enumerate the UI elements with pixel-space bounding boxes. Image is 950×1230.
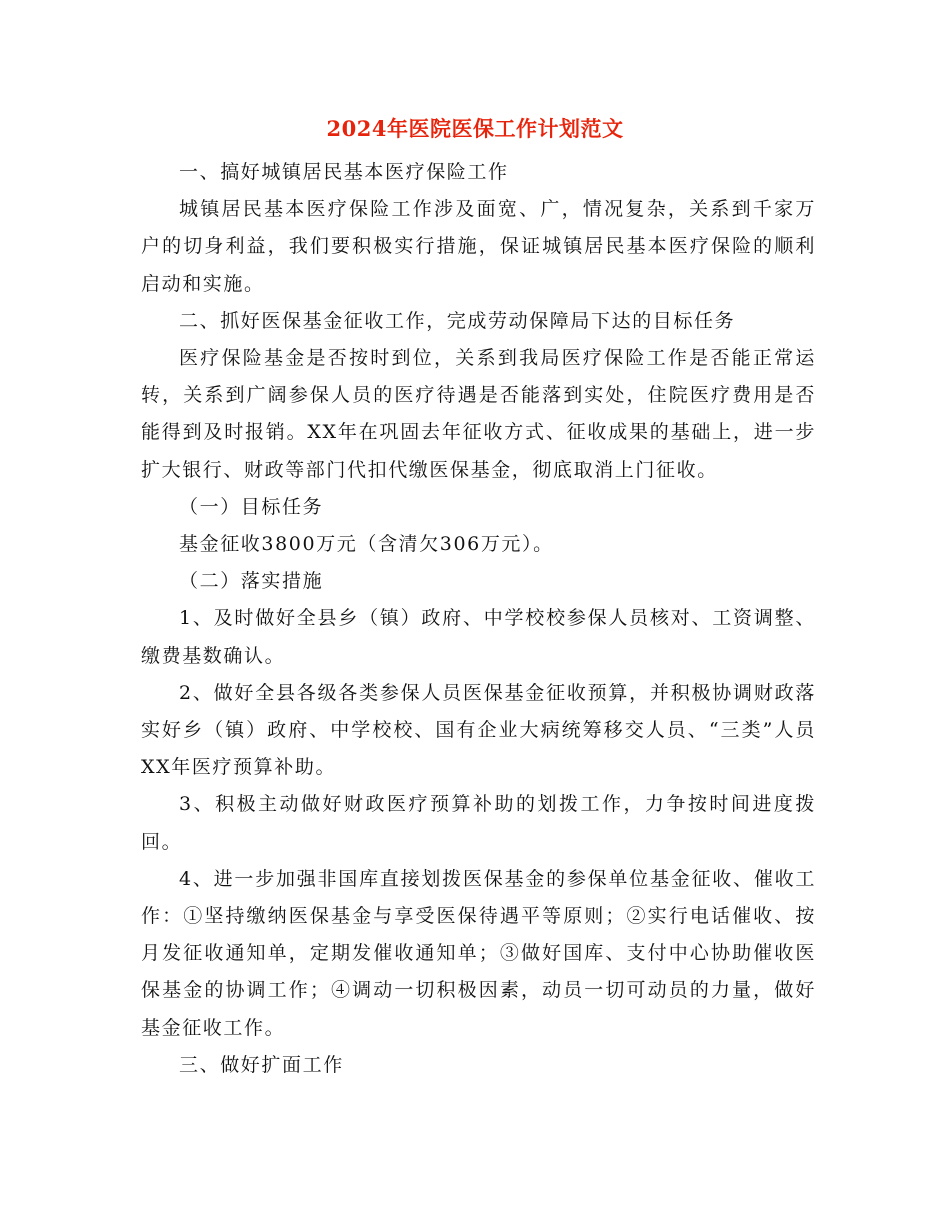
section-heading-3: 三、做好扩面工作 — [179, 1053, 344, 1076]
list-item: 2、做好全县各级各类参保人员医保基金征收预算，并积极协调财政落实好乡（镇）政府、中学校校、国有企业大病统筹移交人员、“三类”人员XX年医疗预算补助。 — [141, 681, 816, 779]
document-title: 2024年医院医保工作计划范文 — [326, 116, 624, 141]
paragraph: 医疗保险基金是否按时到位，关系到我局医疗保险工作是否能正常运转，关系到广阔参保人员的医疗待遇是否能落到实处，住院医疗费用是否能得到及时报销。XX年在巩固去年征收方式、征收成果的基础上，进一步扩大银行、财政等部门代扣代缴医保基金，彻底取消上门征收。 — [141, 347, 816, 481]
subsection-heading-2: （二）落实措施 — [179, 570, 324, 593]
list-item: 3、积极主动做好财政医疗预算补助的划拨工作，力争按时间进度拨回。 — [141, 793, 816, 853]
document-body — [141, 154, 816, 1084]
subsection-heading-1: （一）目标任务 — [179, 495, 324, 518]
paragraph: 基金征收3800万元（含清欠306万元）。 — [179, 533, 554, 556]
paragraph: 城镇居民基本医疗保险工作涉及面宽、广，情况复杂，关系到千家万户的切身利益，我们要积极实行措施，保证城镇居民基本医疗保险的顺利启动和实施。 — [141, 198, 816, 295]
list-item: 4、进一步加强非国库直接划拨医保基金的参保单位基金征收、催收工作：①坚持缴纳医保基金与享受医保待遇平等原则；②实行电话催收、按月发征收通知单，定期发催收通知单；③做好国库、支付中心协助催收医保基金的协调工作；④调动一切积极因素，动员一切可动员的力量，做好基金征收工作。 — [141, 867, 816, 1039]
list-item: 1、及时做好全县乡（镇）政府、中学校校参保人员核对、工资调整、缴费基数确认。 — [141, 607, 816, 667]
section-heading-2: 二、抓好医保基金征收工作，完成劳动保障局下达的目标任务 — [179, 309, 736, 332]
section-heading-1: 一、搞好城镇居民基本医疗保险工作 — [179, 161, 509, 183]
